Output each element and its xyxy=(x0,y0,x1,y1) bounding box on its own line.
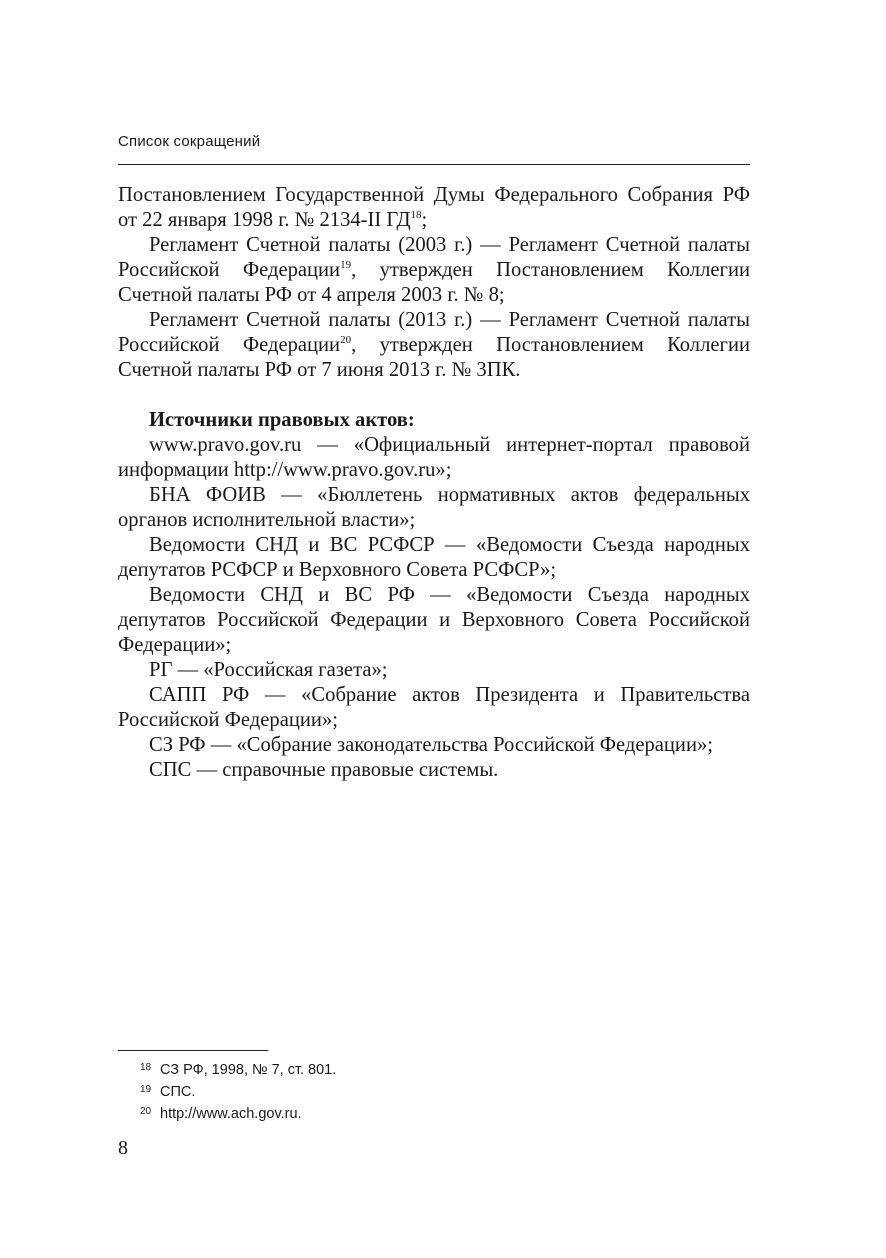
source-entry: СЗ РФ — «Собрание законодательства Российской Федерации»; xyxy=(149,734,713,756)
source-entry: СПС — справочные правовые системы. xyxy=(149,759,499,781)
continuation-text: Постановлением Государственной Думы Федерального Собрания РФ от 22 января 1998 г. № 2134-II ГД xyxy=(118,184,750,231)
continuation-tail: ; xyxy=(421,209,428,231)
footnote-18 xyxy=(140,1060,336,1082)
source-entry: БНА ФОИВ — «Бюллетень нормативных актов федеральных органов исполнительной власти»; xyxy=(118,484,750,531)
entry-text-cont: , утвержден Постановлением Коллегии Счетной палаты РФ от 7 июня 2013 г. № 3ПК. xyxy=(118,334,750,381)
running-title: Список сокращений xyxy=(118,133,261,150)
entry-text: Регламент Счетной палаты (2013 г.) — Регламент Счетной палаты Российской Федерации xyxy=(118,309,750,356)
footnote-number: 20 xyxy=(140,1106,152,1117)
page-number: 8 xyxy=(118,1137,128,1159)
footnote-text: СПС. xyxy=(160,1084,196,1100)
footnote-ref-18[interactable]: 18 xyxy=(410,209,422,221)
page-body xyxy=(118,183,750,783)
abbreviation-entry xyxy=(118,308,750,383)
entry-text: Регламент Счетной палаты (2003 г.) — Регламент Счетной палаты Российской Федерации xyxy=(118,234,750,281)
footnote-20 xyxy=(140,1104,336,1126)
source-entry: Ведомости СНД и ВС РСФСР — «Ведомости Съезда народных депутатов РСФСР и Верховного Совета РСФСР»; xyxy=(118,534,750,581)
section-spacer xyxy=(118,383,750,408)
footnote-number: 18 xyxy=(140,1062,152,1073)
sources-heading: Источники правовых актов: xyxy=(149,409,415,431)
footnote-ref-19[interactable]: 19 xyxy=(340,259,352,271)
source-entry: www.pravo.gov.ru — «Официальный интернет-портал правовой информации http://www.pravo.gov.ru»; xyxy=(118,434,750,481)
abbreviation-entry xyxy=(118,233,750,308)
source-entry: Ведомости СНД и ВС РФ — «Ведомости Съезда народных депутатов Российской Федерации и Верховного Совета Российской Федерации»; xyxy=(118,584,750,656)
footnote-number: 19 xyxy=(140,1084,152,1095)
source-entry: САПП РФ — «Собрание актов Президента и Правительства Российской Федерации»; xyxy=(118,684,750,731)
footnote-ref-20[interactable]: 20 xyxy=(340,334,352,346)
footnote-divider xyxy=(118,1050,268,1051)
source-entry: РГ — «Российская газета»; xyxy=(149,659,388,681)
footnote-19 xyxy=(140,1082,336,1104)
footnote-link[interactable]: http://www.ach.gov.ru. xyxy=(160,1106,302,1122)
header-divider xyxy=(118,164,750,165)
footnote-text: СЗ РФ, 1998, № 7, ст. 801. xyxy=(160,1062,337,1078)
continuation-paragraph xyxy=(118,183,750,233)
entry-text-cont: , утвержден Постановлением Коллегии Счетной палаты РФ от 4 апреля 2003 г. № 8; xyxy=(118,259,750,306)
footnotes xyxy=(140,1060,336,1126)
